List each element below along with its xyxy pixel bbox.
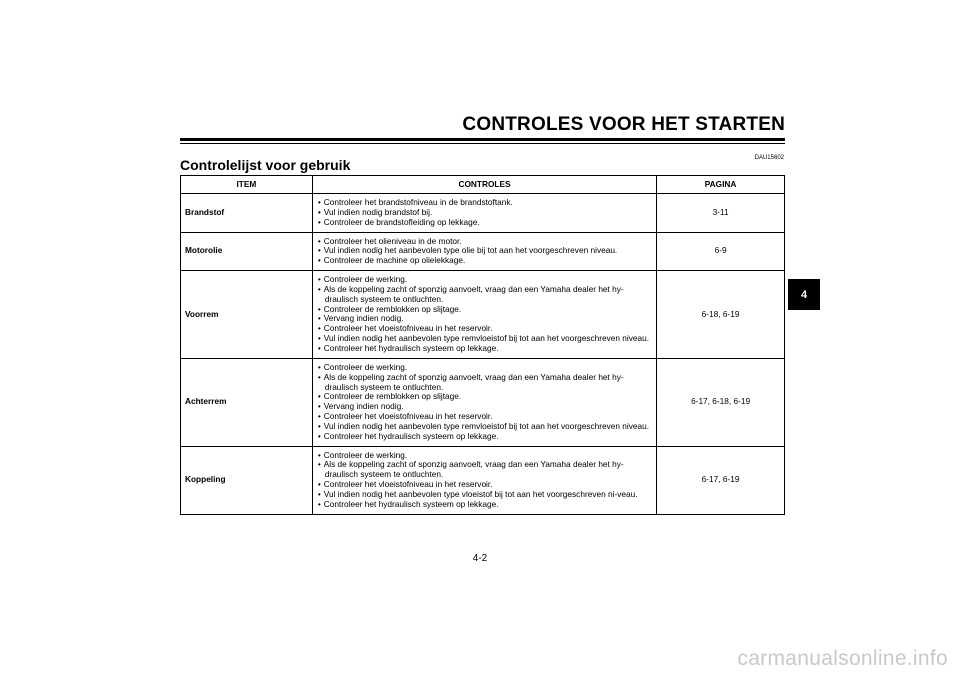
check-item: • Controleer het brandstofniveau in de brandstoftank. <box>317 198 652 208</box>
checks-cell <box>312 446 656 514</box>
check-item: • Als de koppeling zacht of sponzig aanvoelt, vraag dan een Yamaha dealer het hy-draulisch systeem te ontluchten. <box>317 373 652 393</box>
page-reference: 6-17, 6-18, 6-19 <box>657 358 785 446</box>
page-reference: 6-17, 6-19 <box>657 446 785 514</box>
check-item: • Vervang indien nodig. <box>317 314 652 324</box>
check-item: • Vul indien nodig het aanbevolen type olie bij tot aan het voorgeschreven niveau. <box>317 246 652 256</box>
check-item: • Controleer de remblokken op slijtage. <box>317 305 652 315</box>
checks-list <box>317 363 652 442</box>
table-row <box>181 271 785 359</box>
section-code: DAU15602 <box>754 155 784 161</box>
page-reference: 3-11 <box>657 194 785 233</box>
check-item: • Vul indien nodig brandstof bij. <box>317 208 652 218</box>
checks-cell <box>312 232 656 271</box>
checks-list <box>317 237 652 267</box>
check-item: • Controleer het vloeistofniveau in het reservoir. <box>317 324 652 334</box>
page-reference: 6-18, 6-19 <box>657 271 785 359</box>
checks-cell <box>312 271 656 359</box>
check-item: • Vul indien nodig het aanbevolen type remvloeistof bij tot aan het voorgeschreven niveau. <box>317 422 652 432</box>
table-row <box>181 194 785 233</box>
page-number: 4-2 <box>472 553 488 564</box>
check-item: • Controleer het hydraulisch systeem op lekkage. <box>317 344 652 354</box>
check-item: • Vervang indien nodig. <box>317 402 652 412</box>
check-item: • Vul indien nodig het aanbevolen type remvloeistof bij tot aan het voorgeschreven niveau. <box>317 334 652 344</box>
header-rule-thick <box>180 138 785 141</box>
checks-cell <box>312 358 656 446</box>
check-item: • Controleer het hydraulisch systeem op lekkage. <box>317 500 652 510</box>
check-item: • Als de koppeling zacht of sponzig aanvoelt, vraag dan een Yamaha dealer het hy-draulisch systeem te ontluchten. <box>317 460 652 480</box>
check-item: • Controleer de machine op olielekkage. <box>317 256 652 266</box>
watermark: carmanualsonline.info <box>737 647 948 670</box>
item-name: Koppeling <box>181 446 313 514</box>
checks-list <box>317 275 652 354</box>
item-name: Achterrem <box>181 358 313 446</box>
checks-list <box>317 451 652 510</box>
check-item: • Vul indien nodig het aanbevolen type vloeistof bij tot aan het voorgeschreven ni-veau. <box>317 490 652 500</box>
check-item: • Controleer het vloeistofniveau in het reservoir. <box>317 480 652 490</box>
check-item: • Controleer het vloeistofniveau in het reservoir. <box>317 412 652 422</box>
column-header-item: ITEM <box>181 176 313 194</box>
table-row <box>181 232 785 271</box>
chapter-side-tab: 4 <box>788 279 820 310</box>
check-item: • Controleer het olieniveau in de motor. <box>317 237 652 247</box>
column-header-pages: PAGINA <box>657 176 785 194</box>
check-item: • Controleer de brandstofleiding op lekkage. <box>317 218 652 228</box>
checklist-table <box>180 175 785 515</box>
item-name: Voorrem <box>181 271 313 359</box>
check-item: • Controleer de werking. <box>317 363 652 373</box>
item-name: Motorolie <box>181 232 313 271</box>
section-title: Controlelijst voor gebruik <box>180 157 351 173</box>
checks-cell <box>312 194 656 233</box>
check-item: • Als de koppeling zacht of sponzig aanvoelt, vraag dan een Yamaha dealer het hy-draulisch systeem te ontluchten. <box>317 285 652 305</box>
check-item: • Controleer de werking. <box>317 275 652 285</box>
page-reference: 6-9 <box>657 232 785 271</box>
table-row <box>181 358 785 446</box>
header-rule-thin <box>180 143 785 144</box>
item-name: Brandstof <box>181 194 313 233</box>
column-header-checks: CONTROLES <box>312 176 656 194</box>
table-row <box>181 446 785 514</box>
check-item: • Controleer de werking. <box>317 451 652 461</box>
check-item: • Controleer het hydraulisch systeem op lekkage. <box>317 432 652 442</box>
checks-list <box>317 198 652 228</box>
table-header-row <box>181 176 785 194</box>
check-item: • Controleer de remblokken op slijtage. <box>317 392 652 402</box>
page-header-title: CONTROLES VOOR HET STARTEN <box>462 114 785 135</box>
